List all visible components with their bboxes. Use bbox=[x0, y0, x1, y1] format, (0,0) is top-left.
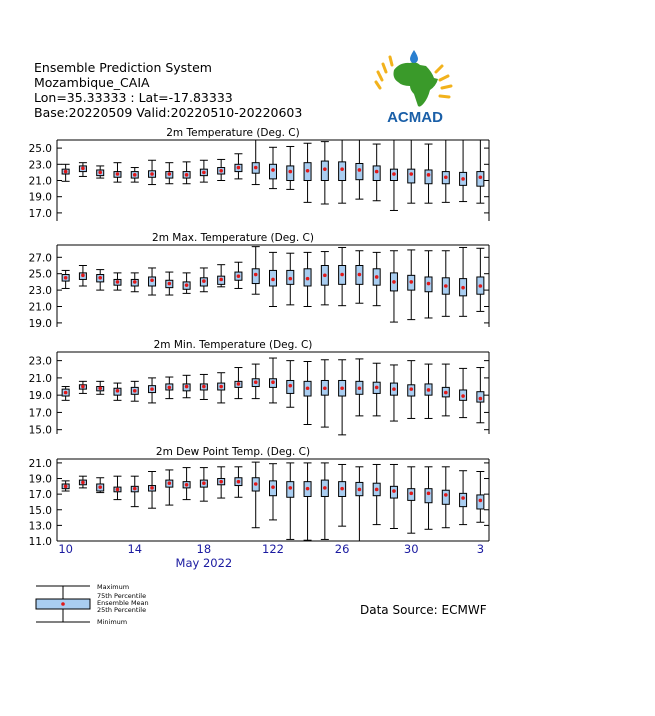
y-tick-label: 21.0 bbox=[28, 175, 52, 188]
legend-p25-label: 25th Percentile bbox=[97, 606, 147, 614]
y-tick-label: 27.0 bbox=[28, 252, 52, 265]
legend-p75-label: 75th Percentile bbox=[97, 592, 147, 600]
legend-minimum-label: Minimum bbox=[97, 618, 128, 626]
x-tick-label: 18 bbox=[196, 542, 212, 556]
y-tick-label: 21.0 bbox=[28, 457, 52, 470]
y-tick-label: 23.0 bbox=[28, 285, 52, 298]
panel-title: 2m Min. Temperature (Deg. C) bbox=[153, 339, 313, 351]
x-tick-label: 14 bbox=[127, 542, 143, 556]
header-line-1: Ensemble Prediction System bbox=[34, 60, 212, 75]
y-tick-label: 21.0 bbox=[28, 372, 52, 385]
header-line-4: Base:20220509 Valid:20220510-20220603 bbox=[34, 105, 303, 120]
x-tick-label: 30 bbox=[403, 542, 419, 556]
panel-title: 2m Temperature (Deg. C) bbox=[166, 127, 300, 139]
header-line-3: Lon=35.33333 : Lat=-17.83333 bbox=[34, 90, 233, 105]
y-tick-label: 23.0 bbox=[28, 159, 52, 172]
y-tick-label: 19.0 bbox=[28, 473, 52, 486]
x-tick-label: 10 bbox=[58, 542, 73, 556]
acmad-logo-text: ACMAD bbox=[387, 109, 443, 126]
y-tick-label: 17.0 bbox=[28, 207, 52, 220]
panel-title: 2m Dew Point Temp. (Deg. C) bbox=[155, 446, 311, 458]
y-tick-label: 13.0 bbox=[28, 520, 52, 533]
y-tick-label: 25.0 bbox=[28, 268, 52, 281]
y-tick-label: 17.0 bbox=[28, 489, 52, 502]
y-tick-label: 23.0 bbox=[28, 355, 52, 368]
panel-title: 2m Max. Temperature (Deg. C) bbox=[152, 232, 314, 244]
y-tick-label: 11.0 bbox=[28, 536, 52, 548]
legend-maximum-label: Maximum bbox=[97, 583, 130, 591]
x-tick-label: 122 bbox=[262, 542, 284, 556]
header-line-2: Mozambique_CAIA bbox=[34, 75, 150, 90]
y-tick-label: 15.0 bbox=[28, 424, 52, 437]
x-tick-label: 26 bbox=[334, 542, 350, 556]
y-tick-label: 15.0 bbox=[28, 504, 52, 517]
y-tick-label: 19.0 bbox=[28, 390, 52, 403]
data-source-label: Data Source: ECMWF bbox=[360, 603, 487, 617]
x-month-label: May 2022 bbox=[175, 556, 233, 570]
y-tick-label: 19.0 bbox=[28, 191, 52, 204]
y-tick-label: 21.0 bbox=[28, 301, 52, 314]
y-tick-label: 25.0 bbox=[28, 143, 52, 156]
legend-mean-label: Ensemble Mean bbox=[97, 599, 149, 607]
legend-mean-dot bbox=[61, 602, 65, 606]
x-tick-label: 3 bbox=[476, 542, 485, 556]
y-tick-label: 17.0 bbox=[28, 407, 52, 420]
y-tick-label: 19.0 bbox=[28, 317, 52, 330]
